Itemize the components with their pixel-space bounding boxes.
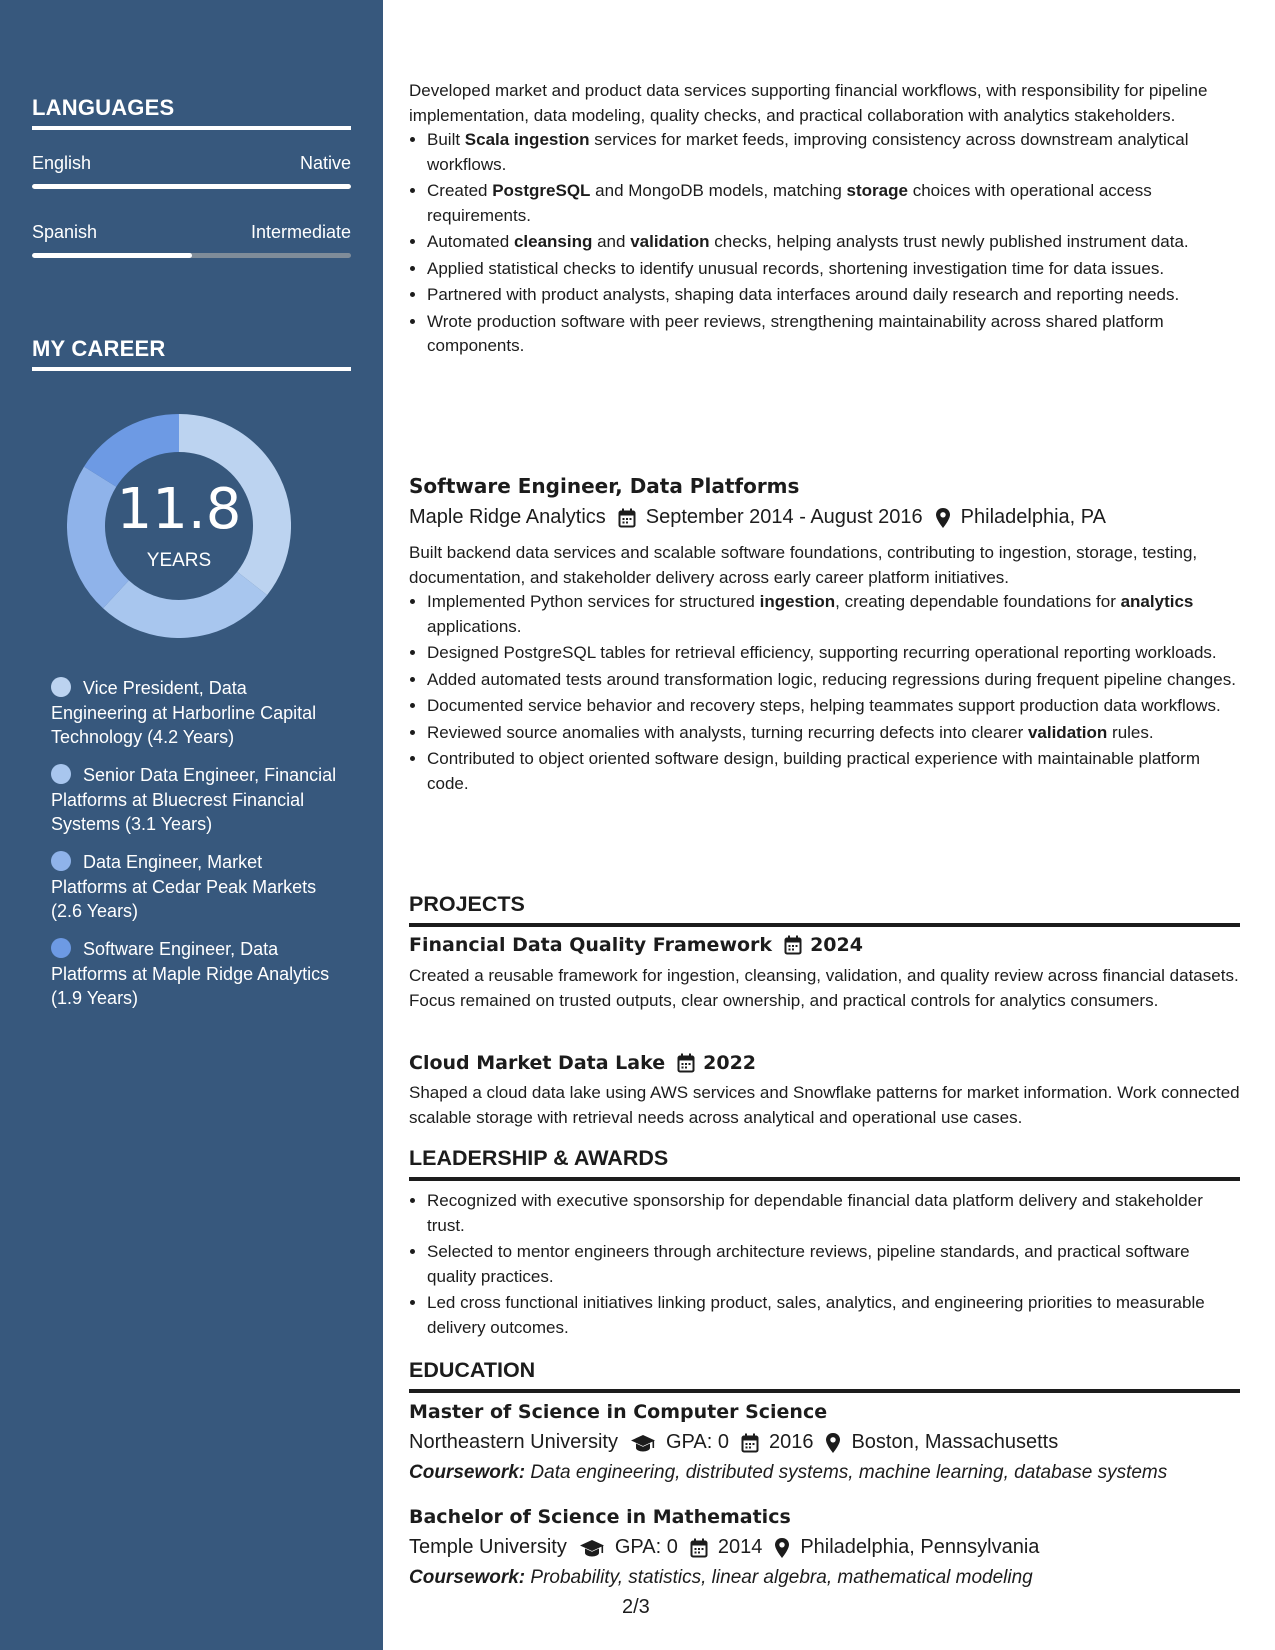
bullet-text: Designed PostgreSQL tables for retrieval efficiency, supporting recurring operational reporting workloads.: [427, 643, 1217, 662]
language-row-spanish: [32, 222, 351, 243]
calendar-icon: [677, 1053, 695, 1073]
job-summary: Developed market and product data services supporting financial workflows, with responsibility for pipeline implementation, data modeling, quality checks, and practical collaboration with analytics stakeholders.: [409, 81, 1208, 125]
job-entry-continued: [409, 79, 1240, 361]
bullet-item: [427, 257, 1240, 282]
bullet-item: [427, 590, 1240, 639]
bullet-item: [427, 283, 1240, 308]
calendar-icon: [618, 508, 636, 528]
bullet-text: Wrote production software with peer reviews, strengthening maintainability across shared platform components.: [427, 311, 1164, 355]
career-donut-chart: [67, 414, 291, 638]
bullet-item: [427, 641, 1240, 666]
project-name: Cloud Market Data Lake: [409, 1052, 666, 1074]
donut-segment-2: [116, 583, 252, 619]
education-meta: [409, 1536, 1240, 1559]
career-rule: [32, 367, 351, 371]
bullet-item: [427, 694, 1240, 719]
degree-title: Bachelor of Science in Mathematics: [409, 1506, 791, 1528]
bullet-bold-text: validation: [1027, 722, 1108, 742]
bullet-item: [427, 668, 1240, 693]
language-name: English: [32, 153, 92, 173]
bullet-text: services for market feeds, improving consistency across downstream analytical workflows.: [427, 130, 1189, 174]
project-name: Financial Data Quality Framework: [409, 934, 773, 956]
leadership-list-wrap: [409, 1189, 1240, 1342]
language-level: Native: [299, 153, 351, 173]
career-legend-label: Software Engineer, Data Platforms at Maple Ridge Analytics (1.9 Years): [51, 939, 330, 1008]
career-legend-label: Senior Data Engineer, Financial Platforms at Bluecrest Financial Systems (3.1 Years): [51, 765, 337, 834]
location-pin-icon: [935, 507, 951, 529]
leadership-section: [409, 1146, 1240, 1181]
degree-title: Master of Science in Computer Science: [409, 1401, 828, 1423]
bullet-text: and MongoDB models, matching: [590, 181, 847, 200]
language-bar-fill: [32, 253, 192, 258]
career-total-years: 11.8: [116, 477, 242, 542]
bullet-item: [427, 721, 1240, 746]
leadership-item: • Selected to mentor engineers through architecture reviews, pipeline standards, and practical software quality practices.: [427, 1240, 1240, 1289]
language-level: Intermediate: [250, 222, 351, 242]
job-details: [409, 541, 1240, 798]
project-description: [409, 964, 1240, 1013]
calendar-icon: [690, 1538, 708, 1558]
leadership-title: LEADERSHIP & AWARDS: [409, 1146, 669, 1170]
project-description: [409, 1081, 1240, 1130]
bullet-text: Created: [427, 181, 493, 200]
language-name: Spanish: [32, 222, 98, 242]
project-desc: Shaped a cloud data lake using AWS services and Snowflake patterns for market information. Work connected scalable storage with retrieval needs across analytical and operational use cases.: [409, 1083, 1240, 1127]
bullet-bold-text: Scala ingestion: [464, 130, 590, 149]
leadership-list: [409, 1189, 1240, 1340]
gpa: GPA: 0: [614, 1536, 678, 1558]
job-location: Philadelphia, PA: [960, 506, 1106, 528]
school-name: Northeastern University: [409, 1431, 618, 1453]
career-legend-label: Data Engineer, Market Platforms at Cedar Peak Markets (2.6 Years): [51, 852, 317, 921]
job-bullets: [409, 128, 1240, 359]
bullet-item: [427, 179, 1240, 228]
career-legend-label: Vice President, Data Engineering at Harborline Capital Technology (4.2 Years): [51, 678, 317, 747]
coursework-text: Probability, statistics, linear algebra, mathematical modeling: [530, 1567, 1033, 1588]
bullet-text: Contributed to object oriented software design, building practical experience with maintainable platform code.: [427, 749, 1200, 793]
location-pin-icon: [825, 1432, 841, 1454]
career-legend-item: [51, 937, 341, 1011]
job-summary: Built backend data services and scalable software foundations, contributing to ingestion, storage, testing, documentation, and stakeholder delivery across early career platform initiatives.: [409, 543, 1198, 587]
school-name: Temple University: [409, 1536, 567, 1558]
language-bar-fill: [32, 184, 351, 189]
languages-title: LANGUAGES: [32, 95, 175, 120]
job-title: Software Engineer, Data Platforms: [409, 474, 800, 498]
coursework-label: Coursework:: [409, 1567, 526, 1588]
project-year: 2024: [810, 934, 863, 956]
career-legend: [51, 676, 341, 1024]
job-bullets: [409, 590, 1240, 796]
coursework: [409, 1567, 1240, 1589]
project-title: [409, 1052, 1240, 1074]
bullet-item: [427, 230, 1240, 255]
legend-dot: [51, 677, 71, 697]
bullet-bold-text: validation: [630, 232, 710, 251]
graduation-cap-icon: [579, 1538, 605, 1558]
bullet-bold-text: PostgreSQL: [492, 181, 591, 200]
graduation-year: 2016: [768, 1431, 814, 1453]
job-meta: [409, 506, 1240, 529]
legend-dot: [51, 851, 71, 871]
education-section: [409, 1358, 1240, 1393]
career-legend-item: [51, 676, 341, 750]
language-bar-spanish: [32, 253, 351, 258]
bullet-text: Applied statistical checks to identify unusual records, shortening investigation time for data issues.: [427, 258, 1165, 278]
job-dates: September 2014 - August 2016: [645, 506, 923, 528]
career-legend-item: [51, 763, 341, 837]
job-company: Maple Ridge Analytics: [409, 506, 606, 528]
bullet-item: [427, 747, 1240, 796]
bullet-text: and: [592, 232, 631, 251]
career-legend-item: [51, 850, 341, 924]
bullet-text: rules.: [1107, 722, 1154, 742]
bullet-bold-text: ingestion: [759, 592, 836, 611]
bullet-text: , creating dependable foundations for: [835, 592, 1121, 611]
bullet-text: Implemented Python services for structured: [427, 592, 760, 611]
bullet-text: checks, helping analysts trust newly published instrument data.: [709, 232, 1189, 251]
main-content: [409, 0, 1240, 1650]
bullet-text: Partnered with product analysts, shaping data interfaces around daily research and reporting needs.: [427, 285, 1180, 304]
bullet-text: Built: [427, 130, 465, 149]
section-rule: [409, 923, 1240, 927]
donut-segment-4: [100, 433, 179, 477]
calendar-icon: [741, 1433, 759, 1453]
bullet-item: [427, 310, 1240, 359]
bullet-text: Added automated tests around transformation logic, reducing regressions during frequent pipeline changes.: [427, 669, 1236, 689]
coursework-label: Coursework:: [409, 1462, 526, 1483]
leadership-item: • Led cross functional initiatives linking product, sales, analytics, and engineering priorities to measurable delivery outcomes.: [427, 1291, 1240, 1340]
languages-rule: [32, 126, 351, 130]
education-meta: [409, 1431, 1240, 1454]
graduation-year: 2014: [717, 1536, 763, 1558]
school-location: Philadelphia, Pennsylvania: [800, 1536, 1040, 1558]
school-location: Boston, Massachusetts: [851, 1431, 1059, 1453]
page-number: 2/3: [622, 1596, 650, 1618]
bullet-text: applications.: [427, 616, 522, 636]
career-total-unit: YEARS: [146, 550, 212, 571]
section-rule: [409, 1389, 1240, 1393]
bullet-bold-text: storage: [846, 181, 908, 200]
project-title: [409, 934, 1240, 956]
projects-section: [409, 892, 1240, 927]
sidebar: [0, 0, 383, 1650]
language-bar-english: [32, 184, 351, 189]
project-year: 2022: [703, 1052, 757, 1074]
project-desc: Created a reusable framework for ingestion, cleansing, validation, and quality review across financial datasets. Focus remained on trusted outputs, clear ownership, and practical controls for analytics consumers.: [409, 966, 1239, 1010]
coursework-text: Data engineering, distributed systems, machine learning, database systems: [530, 1462, 1168, 1483]
career-title: MY CAREER: [32, 336, 166, 361]
bullet-text: choices with operational access requirements.: [427, 181, 1152, 225]
location-pin-icon: [774, 1537, 790, 1559]
job-entry: [409, 474, 1240, 498]
education-title: EDUCATION: [409, 1358, 536, 1382]
language-row-english: [32, 153, 351, 174]
bullet-bold-text: cleansing: [513, 232, 593, 251]
section-rule: [409, 1177, 1240, 1181]
gpa: GPA: 0: [665, 1431, 729, 1453]
bullet-text: Documented service behavior and recovery steps, helping teammates support production data workflows.: [427, 696, 1221, 715]
bullet-text: Automated: [427, 232, 514, 251]
leadership-item: • Recognized with executive sponsorship for dependable financial data platform delivery and stakeholder trust.: [427, 1189, 1240, 1238]
bullet-item: [427, 128, 1240, 177]
graduation-cap-icon: [630, 1433, 656, 1453]
projects-title: PROJECTS: [409, 892, 525, 916]
bullet-bold-text: analytics: [1120, 592, 1194, 611]
calendar-icon: [784, 935, 802, 955]
bullet-text: Reviewed source anomalies with analysts, turning recurring defects into clearer: [427, 722, 1028, 742]
legend-dot: [51, 764, 71, 784]
coursework: [409, 1462, 1240, 1484]
legend-dot: [51, 938, 71, 958]
